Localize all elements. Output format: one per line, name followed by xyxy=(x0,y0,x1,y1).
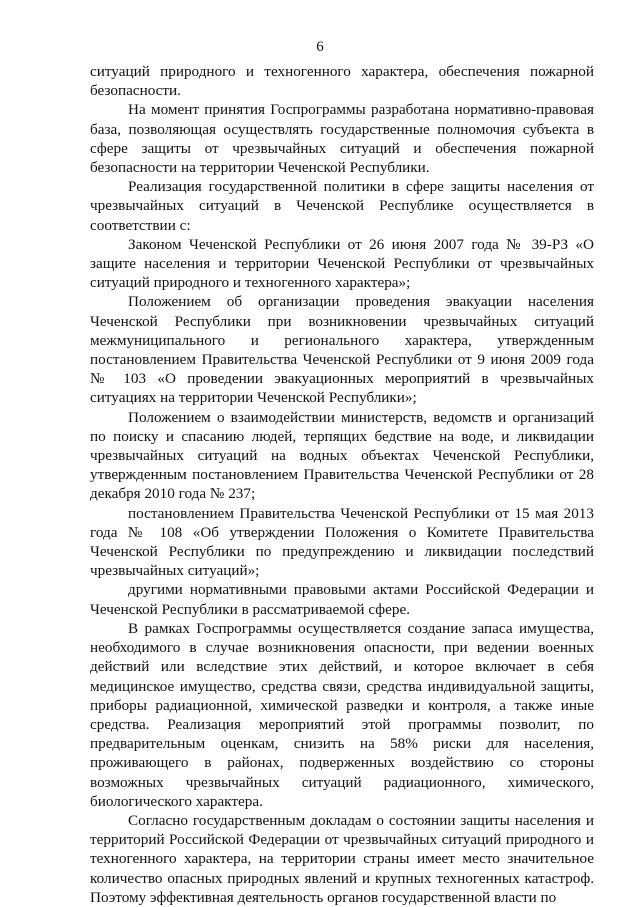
paragraph-law-reference: Положением о взаимодействии министерств, ведомств и организаций по поиску и спасанию людей, терпящих бедствие на воде, и ликвидации чрезвычайных ситуаций на водных объектах Чеченской Республики, утвержденным постановлением Правительства Чеченской Республики от 28 декабря 2010 года № 237; xyxy=(90,408,594,503)
paragraph-law-reference: Законом Чеченской Республики от 26 июня 2007 года № 39-РЗ «О защите населения и территории Чеченской Республики от чрезвычайных ситуаций природного и техногенного характера»; xyxy=(90,235,594,292)
paragraph: Реализация государственной политики в сфере защиты населения от чрезвычайных ситуаций в Чеченской Республике осуществляется в соответствии с: xyxy=(90,178,594,234)
paragraph-law-reference: постановлением Правительства Чеченской Республики от 15 мая 2013 года № 108 «Об утверждении Положения о Комитете Правительства Чеченской Республики по предупреждению и ликвидации последствий чрезвычайных ситуаций»; xyxy=(90,504,594,580)
paragraph-law-reference: Положением об организации проведения эвакуации населения Чеченской Республики при возникновении чрезвычайных ситуаций межмуниципального и регионального характера, утвержденным постановлением Правительства Чеченской Республики от 9 июня 2009 года № 103 «О проведении эвакуационных мероприятий в чрезвычайных ситуациях на территории Чеченской Республики»; xyxy=(90,293,594,407)
paragraph-continuation: ситуаций природного и техногенного характера, обеспечения пожарной безопасности. xyxy=(90,63,594,100)
paragraph: В рамках Госпрограммы осуществляется создание запаса имущества, необходимого в случае возникновения опасности, при ведении военных действий или вследствие этих действий, и которое включает в себя медицинское имущество, средства связи, средства индивидуальной защиты, приборы радиационной, химической разведки и контроля, а также иные средства. Реализация мероприятий этой программы позволит, по предварительным оценкам, снизить на 58% риски для населения, проживающего в районах, подверженных воздействию со стороны возможных чрезвычайных ситуаций радиационного, химического, биологического характера. xyxy=(90,619,594,810)
paragraph-law-reference: другими нормативными правовыми актами Российской Федерации и Чеченской Республики в рассматриваемой сфере. xyxy=(90,581,594,618)
paragraph: На момент принятия Госпрограммы разработана нормативно-правовая база, позволяющая осуществлять государственные полномочия субъекта в сфере защиты от чрезвычайных ситуаций и обеспечения пожарной безопасности на территории Чеченской Республики. xyxy=(90,101,594,177)
paragraph: Согласно государственным докладам о состоянии защиты населения и территорий Российской Федерации от чрезвычайных ситуаций природного и техногенного характера, на территории страны имеет место значительное количество опасных природных явлений и крупных техногенных катастроф. Поэтому эффективная деятельность органов государственной власти по xyxy=(90,811,594,906)
document-body xyxy=(90,62,594,907)
page-number: 6 xyxy=(316,39,324,55)
